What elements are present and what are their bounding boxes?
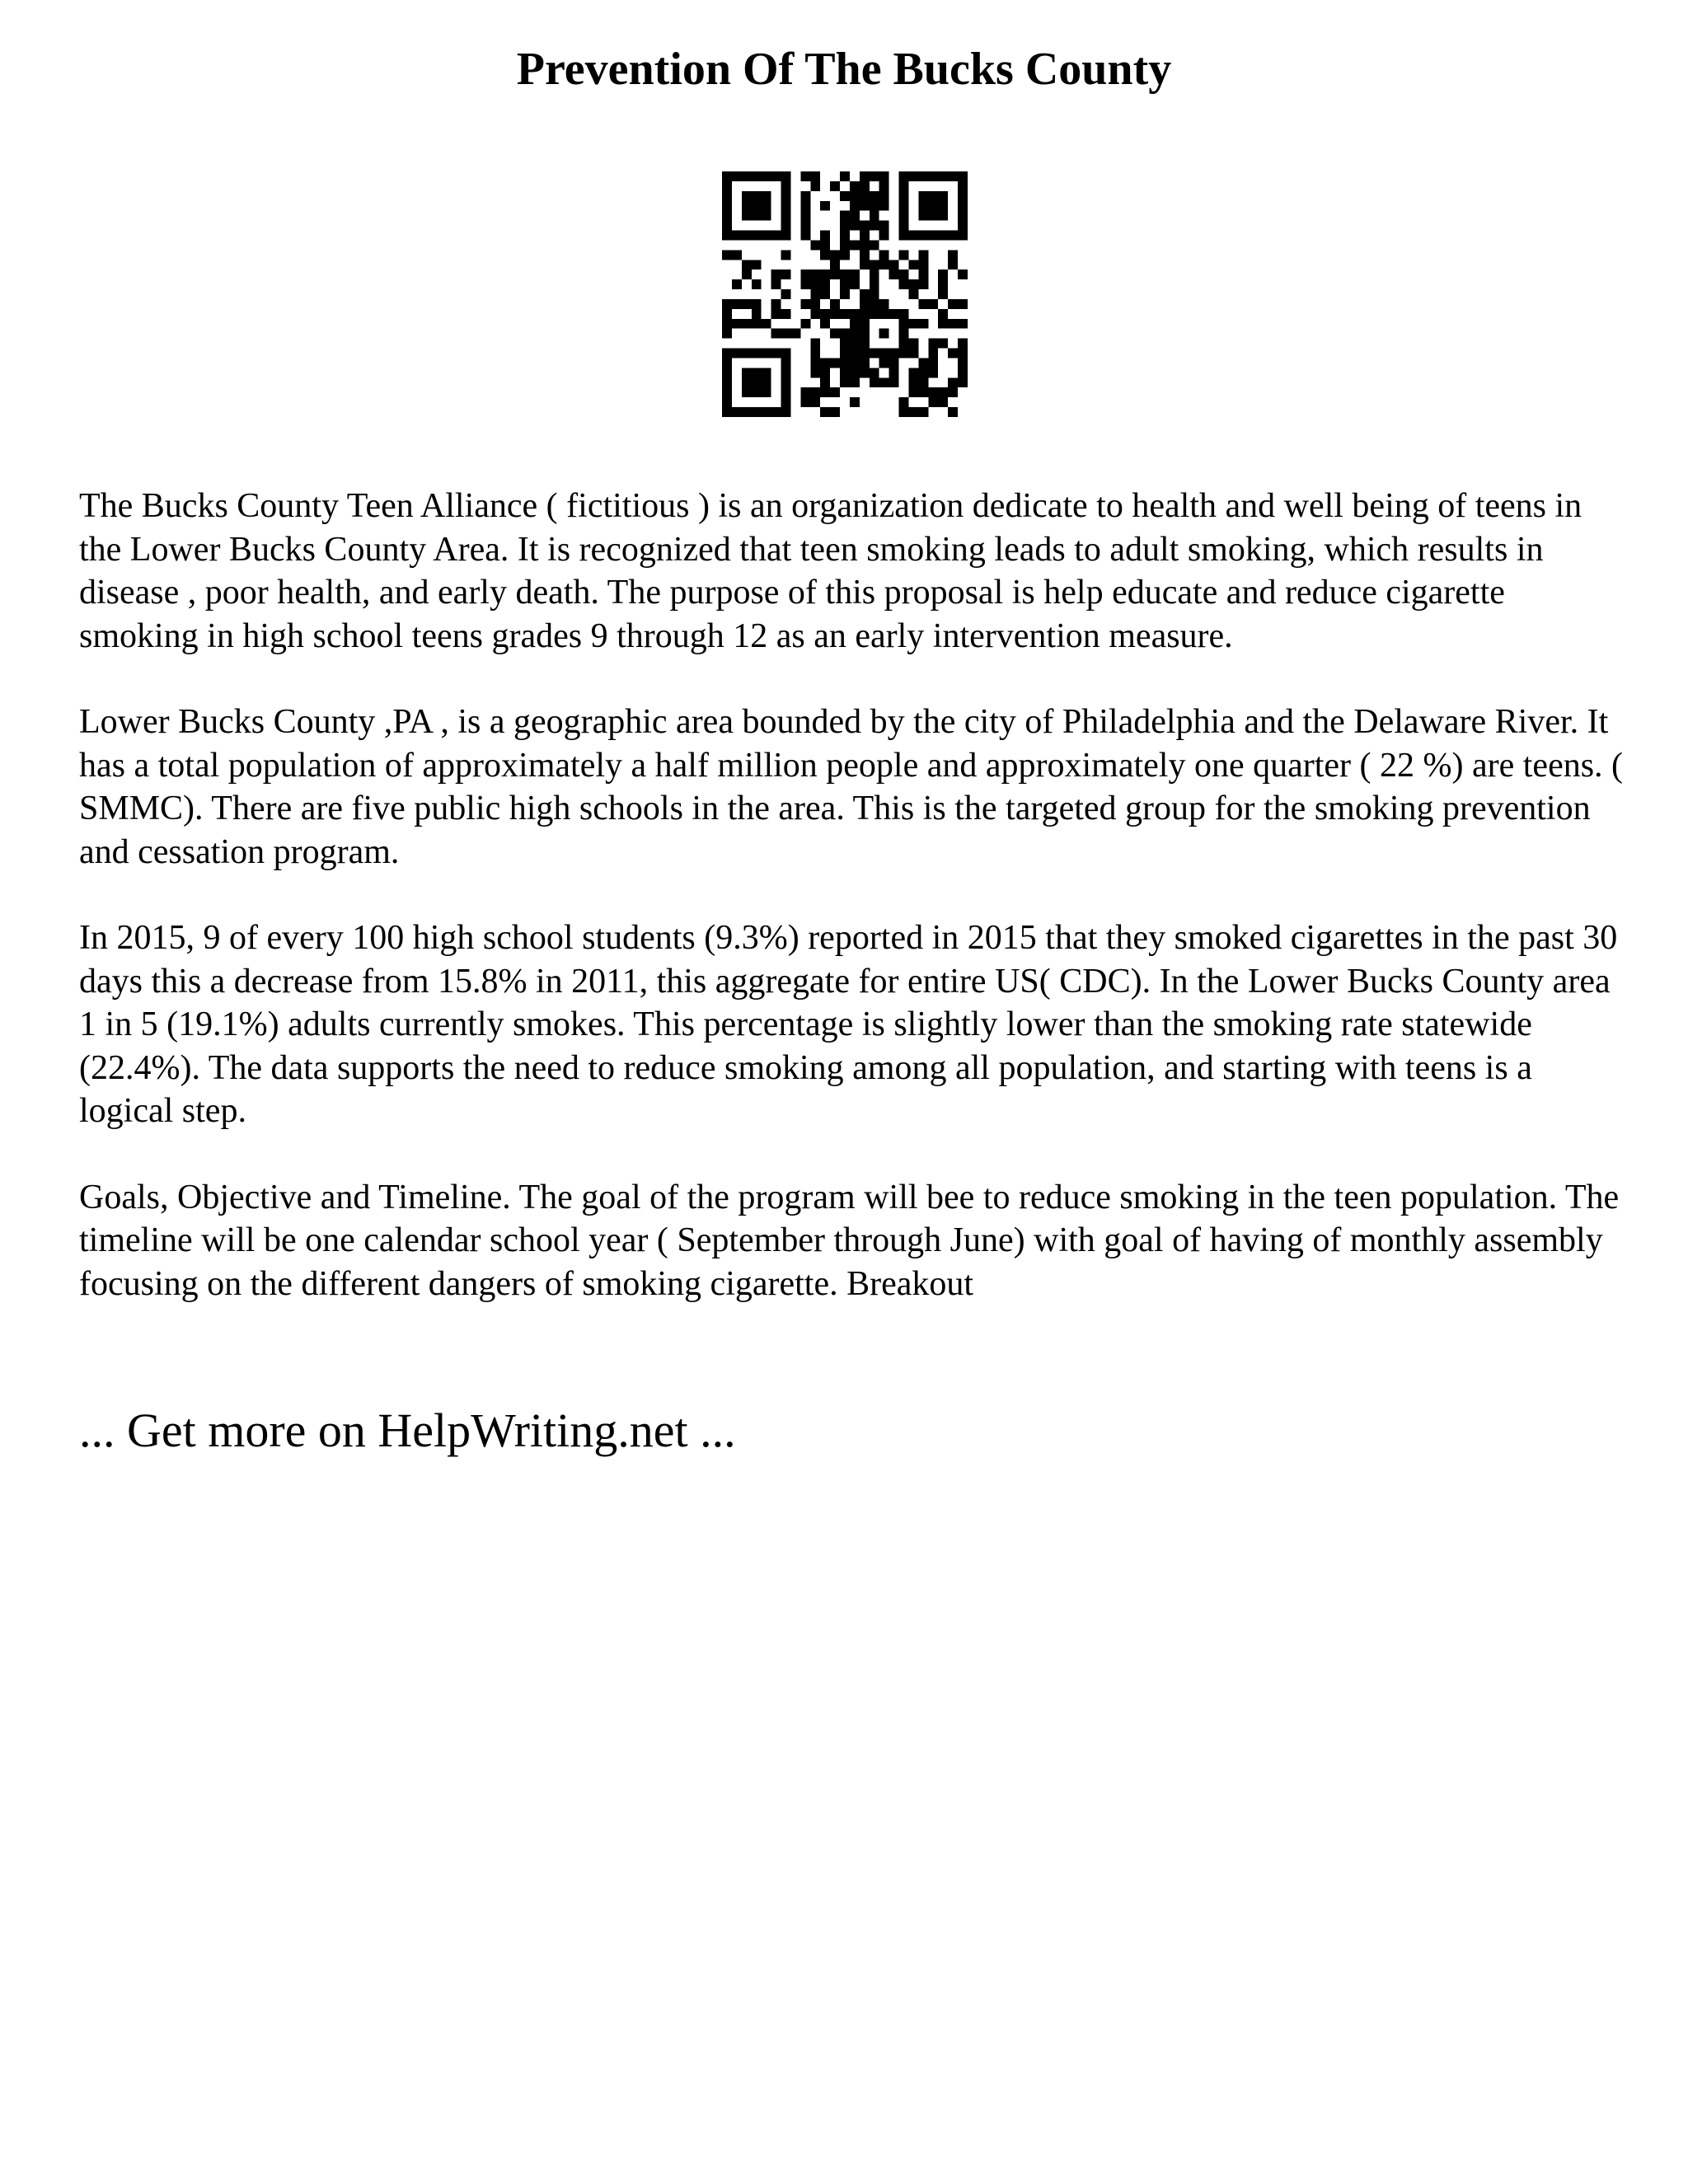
- body-text: [79, 485, 1629, 1348]
- paragraph-population: Lower Bucks County ,PA , is a geographic area bounded by the city of Philadelphia and the Delaware River. It has a total population of approximately a half million people and approximately one quarter ( 22 %) are teens. ( SMMC). There are five public high schools in the area. This is the targeted group for the smoking prevention and cessation program.: [79, 703, 1624, 871]
- qr-code-graphic: [722, 171, 968, 417]
- paragraph-goals: Goals, Objective and Timeline. The goal of the program will bee to reduce smoking in the teen population. The timeline will be one calendar school year ( September through June) with goal of having of monthly assembly focusing on the different dangers of smoking cigarette. Breakout: [79, 1178, 1620, 1303]
- paragraph-intro: The Bucks County Teen Alliance ( fictitious ) is an organization dedicate to health and well being of teens in the Lower Bucks County Area. It is recognized that teen smoking leads to adult smoking, which results in disease , poor health, and early death. The purpose of this proposal is help educate and reduce cigarette smoking in high school teens grades 9 through 12 as an early intervention measure.: [79, 487, 1582, 655]
- paragraph-statistics: In 2015, 9 of every 100 high school students (9.3%) reported in 2015 that they smoked cigarettes in the past 30 days this a decrease from 15.8% in 2011, this aggregate for entire US( CDC). In the Lower Bucks County area 1 in 5 (19.1%) adults currently smokes. This percentage is slightly lower than the smoking rate statewide (22.4%). The data supports the need to reduce smoking among all population, and starting with teens is a logical step.: [79, 919, 1618, 1130]
- get-more-link[interactable]: ... Get more on HelpWriting.net ...: [79, 1404, 736, 1457]
- page-title: Prevention Of The Bucks County: [516, 44, 1172, 95]
- qr-code-icon: [722, 171, 968, 417]
